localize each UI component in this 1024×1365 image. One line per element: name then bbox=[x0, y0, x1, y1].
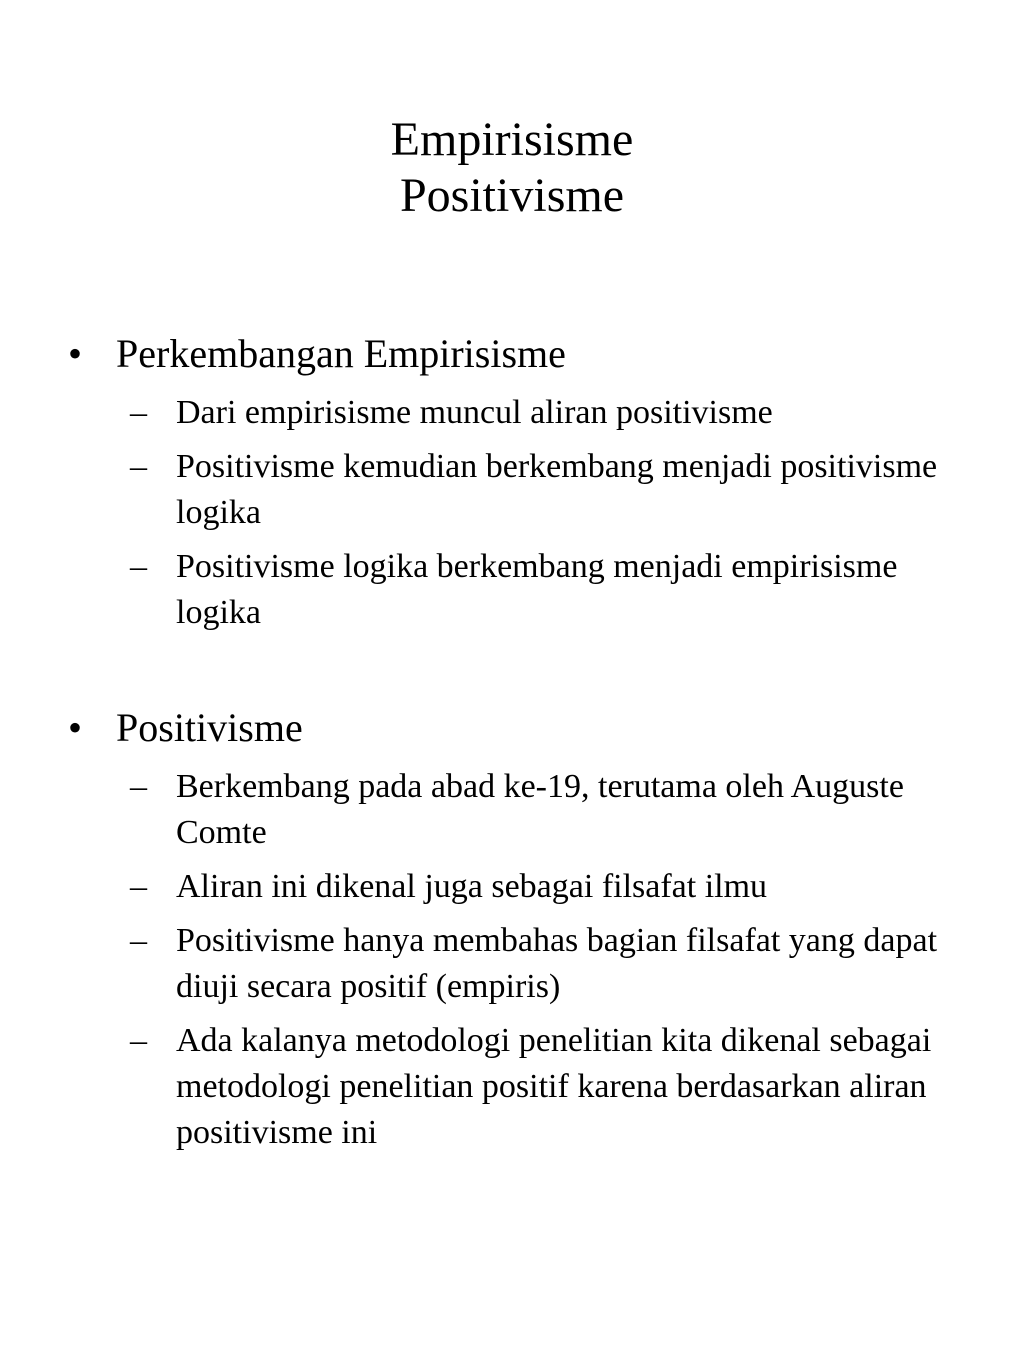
sub-bullet-text: Positivisme kemudian berkembang menjadi positivisme logika bbox=[176, 448, 938, 531]
sub-bullet-list bbox=[68, 764, 948, 1156]
title-line-2: Positivisme bbox=[399, 169, 625, 222]
sub-bullet-text: Ada kalanya metodologi penelitian kita dikenal sebagai metodologi penelitian positif karena berdasarkan aliran positivisme ini bbox=[176, 1022, 932, 1151]
dash-marker: – bbox=[130, 394, 147, 431]
sub-bullet-item bbox=[68, 444, 948, 536]
dash-marker: – bbox=[130, 768, 147, 805]
bullet-marker: • bbox=[68, 705, 83, 750]
section-positivisme bbox=[68, 704, 948, 1156]
bullet-heading-text: Perkembangan Empirisisme bbox=[116, 331, 566, 376]
sub-bullet-item bbox=[68, 764, 948, 856]
dash-marker: – bbox=[130, 548, 147, 585]
dash-marker: – bbox=[130, 868, 147, 905]
dash-marker: – bbox=[130, 1022, 147, 1059]
sub-bullet-text: Aliran ini dikenal juga sebagai filsafat ilmu bbox=[176, 868, 768, 905]
sub-bullet-text: Positivisme hanya membahas bagian filsafat yang dapat diuji secara positif (empiris) bbox=[176, 922, 938, 1005]
bullet-heading bbox=[68, 330, 948, 378]
bullet-heading-text: Positivisme bbox=[116, 705, 303, 750]
bullet-heading bbox=[68, 704, 948, 752]
section-perkembangan-empirisisme bbox=[68, 330, 948, 636]
sub-bullet-item bbox=[68, 544, 948, 636]
title-line-1: Empirisisme bbox=[390, 113, 634, 166]
bullet-marker: • bbox=[68, 331, 83, 376]
bullet-list bbox=[68, 330, 948, 1164]
sub-bullet-text: Berkembang pada abad ke-19, terutama oleh Auguste Comte bbox=[176, 768, 904, 851]
sub-bullet-text: Dari empirisisme muncul aliran positivisme bbox=[176, 394, 773, 431]
sub-bullet-item bbox=[68, 1018, 948, 1156]
sub-bullet-item bbox=[68, 918, 948, 1010]
sub-bullet-item bbox=[68, 864, 948, 910]
dash-marker: – bbox=[130, 448, 147, 485]
slide-title bbox=[0, 112, 1024, 224]
sub-bullet-text: Positivisme logika berkembang menjadi empirisisme logika bbox=[176, 548, 898, 631]
sub-bullet-list bbox=[68, 390, 948, 636]
sub-bullet-item bbox=[68, 390, 948, 436]
dash-marker: – bbox=[130, 922, 147, 959]
